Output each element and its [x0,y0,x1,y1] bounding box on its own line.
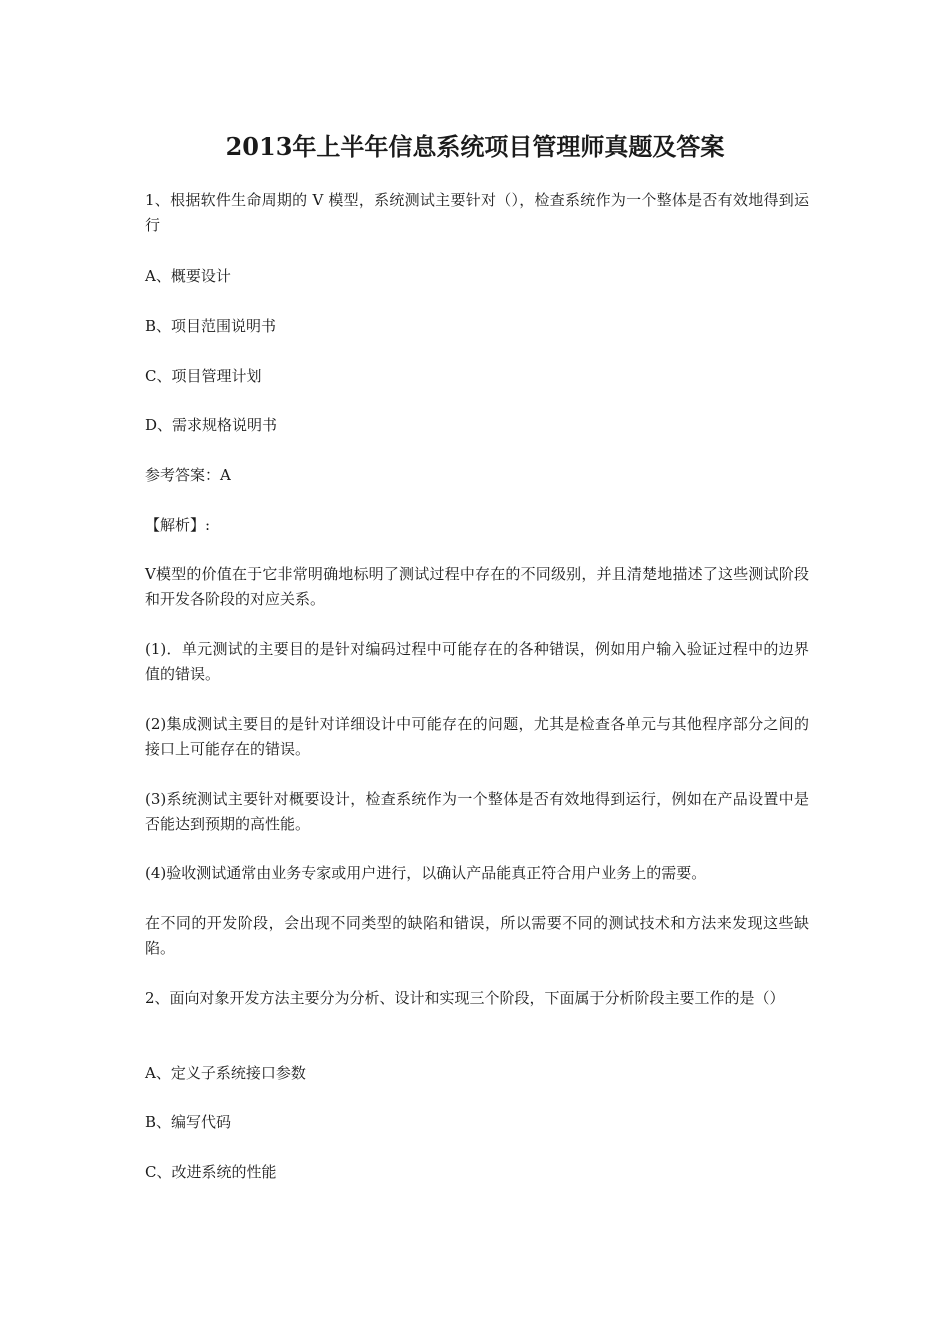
question-1-option-d: D、需求规格说明书 [145,416,278,434]
analysis-point-4: (4)验收测试通常由业务专家或用户进行，以确认产品能真正符合用户业务上的需要。 [145,864,707,882]
question-1-option-c: C、项目管理计划 [145,367,262,385]
analysis-point-1: (1)．单元测试的主要目的是针对编码过程中可能存在的各种错误，例如用户输入验证过程中的边界值的错误。 [145,640,809,683]
analysis-heading: 【解析】: [145,516,211,534]
question-1-option-a: A、概要设计 [145,267,231,285]
analysis-paragraph: V模型的价值在于它非常明确地标明了测试过程中存在的不同级别，并且清楚地描述了这些测试阶段和开发各阶段的对应关系。 [145,565,809,608]
question-1-option-b: B、项目范围说明书 [145,317,277,335]
question-1-stem: 1、根据软件生命周期的 V 模型，系统测试主要针对（），检查系统作为一个整体是否有效地得到运行 [145,191,809,234]
analysis-point-3: (3)系统测试主要针对概要设计，检查系统作为一个整体是否有效地得到运行，例如在产品设置中是否能达到预期的高性能。 [145,790,809,833]
analysis-conclusion: 在不同的开发阶段，会出现不同类型的缺陷和错误，所以需要不同的测试技术和方法来发现这些缺陷。 [145,914,809,957]
question-2-option-a: A、定义子系统接口参数 [145,1064,306,1082]
question-1-answer: 参考答案：A [145,466,231,484]
question-2-option-b: B、编写代码 [145,1113,232,1131]
analysis-point-2: (2)集成测试主要目的是针对详细设计中可能存在的问题，尤其是检查各单元与其他程序部分之间的接口上可能存在的错误。 [145,715,809,758]
document-title: 2013年上半年信息系统项目管理师真题及答案 [225,132,725,161]
question-2-stem: 2、面向对象开发方法主要分为分析、设计和实现三个阶段，下面属于分析阶段主要工作的是（） [145,989,785,1007]
question-2-option-c: C、改进系统的性能 [145,1163,277,1181]
